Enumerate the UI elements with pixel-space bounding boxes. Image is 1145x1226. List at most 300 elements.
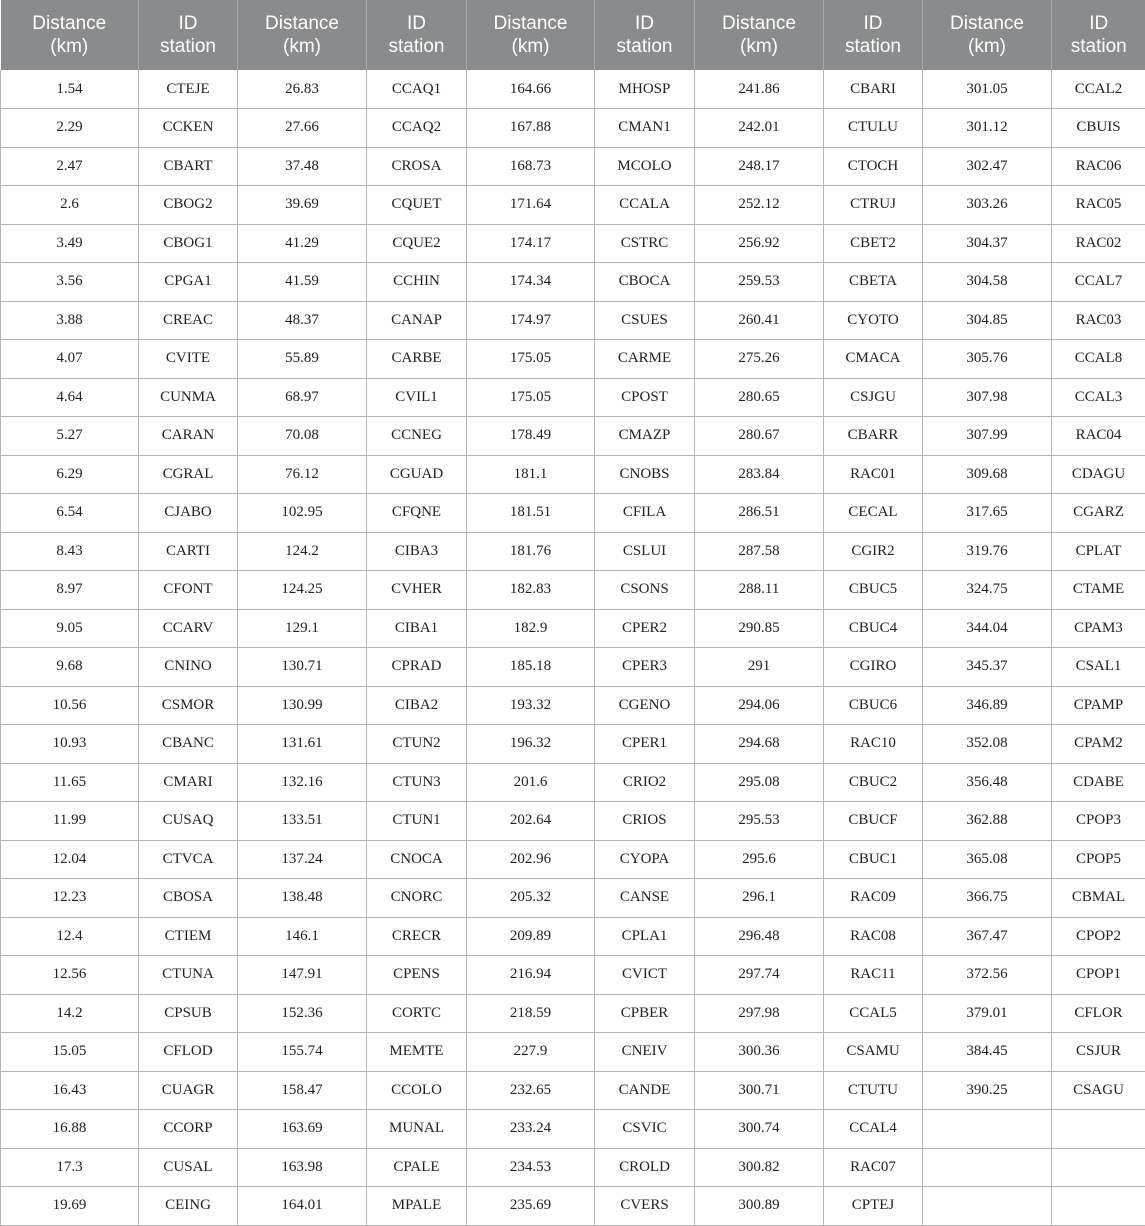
table-row bbox=[1, 494, 1145, 533]
station-id-cell: CREAC bbox=[139, 301, 238, 340]
distance-cell: 300.36 bbox=[695, 1033, 824, 1072]
distance-cell: 2.47 bbox=[1, 147, 139, 186]
station-id-cell: CNOBS bbox=[595, 455, 695, 494]
distance-cell: 168.73 bbox=[467, 147, 595, 186]
station-id-cell: RAC06 bbox=[1052, 147, 1145, 186]
distance-cell: 297.98 bbox=[695, 994, 824, 1033]
distance-cell: 290.85 bbox=[695, 609, 824, 648]
station-id-cell: CANDE bbox=[595, 1071, 695, 1110]
station-id-cell: CQUET bbox=[367, 186, 467, 225]
column-header-line2: station bbox=[1070, 36, 1127, 57]
station-id-cell: CANSE bbox=[595, 879, 695, 918]
distance-cell: 155.74 bbox=[238, 1033, 367, 1072]
station-id-cell: CDAGU bbox=[1052, 455, 1145, 494]
column-header-line1: Distance bbox=[722, 13, 796, 34]
distance-cell bbox=[923, 1187, 1052, 1226]
station-id-cell: CBOCA bbox=[595, 263, 695, 302]
column-header-id-station-2 bbox=[367, 0, 467, 70]
station-id-cell: CNEIV bbox=[595, 1033, 695, 1072]
distance-cell: 10.56 bbox=[1, 686, 139, 725]
table-row bbox=[1, 994, 1145, 1033]
distance-cell: 301.05 bbox=[923, 70, 1052, 109]
station-id-cell: CSAL1 bbox=[1052, 648, 1145, 687]
distance-cell: 367.47 bbox=[923, 917, 1052, 956]
distance-cell: 178.49 bbox=[467, 417, 595, 456]
station-id-cell: CCAQ2 bbox=[367, 109, 467, 148]
table-row bbox=[1, 840, 1145, 879]
station-id-cell: CBUC4 bbox=[824, 609, 923, 648]
station-id-cell: RAC01 bbox=[824, 455, 923, 494]
column-header-line1: Distance bbox=[32, 13, 107, 34]
distance-cell: 55.89 bbox=[238, 340, 367, 379]
station-id-cell: CBUC5 bbox=[824, 571, 923, 610]
station-id-cell: CSAGU bbox=[1052, 1071, 1145, 1110]
station-id-cell: CPAM3 bbox=[1052, 609, 1145, 648]
distance-cell: 295.08 bbox=[695, 763, 824, 802]
station-id-cell: MEMTE bbox=[367, 1033, 467, 1072]
distance-cell: 163.98 bbox=[238, 1148, 367, 1187]
distance-cell: 3.56 bbox=[1, 263, 139, 302]
station-id-cell: CYOTO bbox=[824, 301, 923, 340]
station-id-cell: CNINO bbox=[139, 648, 238, 687]
distance-cell: 193.32 bbox=[467, 686, 595, 725]
column-header-line1: ID bbox=[178, 13, 198, 34]
distance-cell: 296.48 bbox=[695, 917, 824, 956]
station-id-cell: CQUE2 bbox=[367, 224, 467, 263]
distance-cell: 286.51 bbox=[695, 494, 824, 533]
column-header-line2: (km) bbox=[511, 36, 550, 57]
column-header-id-station-4 bbox=[824, 0, 923, 70]
station-id-cell: CPLA1 bbox=[595, 917, 695, 956]
station-id-cell: CPLAT bbox=[1052, 532, 1145, 571]
station-id-cell: CSMOR bbox=[139, 686, 238, 725]
distance-cell: 129.1 bbox=[238, 609, 367, 648]
station-id-cell: CBUCF bbox=[824, 802, 923, 841]
distance-cell: 12.4 bbox=[1, 917, 139, 956]
distance-cell: 27.66 bbox=[238, 109, 367, 148]
station-id-cell: CBUC1 bbox=[824, 840, 923, 879]
column-header-line1: Distance bbox=[265, 13, 339, 34]
distance-cell: 3.49 bbox=[1, 224, 139, 263]
station-id-cell: CBARR bbox=[824, 417, 923, 456]
distance-cell: 12.23 bbox=[1, 879, 139, 918]
distance-cell: 41.29 bbox=[238, 224, 367, 263]
column-header-line2: station bbox=[845, 36, 901, 57]
table-row bbox=[1, 1148, 1145, 1187]
station-id-cell: CPAM2 bbox=[1052, 725, 1145, 764]
distance-cell: 68.97 bbox=[238, 378, 367, 417]
station-id-cell: CPAMP bbox=[1052, 686, 1145, 725]
station-id-cell: CCNEG bbox=[367, 417, 467, 456]
station-id-cell: CPSUB bbox=[139, 994, 238, 1033]
station-id-cell: CCOLO bbox=[367, 1071, 467, 1110]
distance-cell: 252.12 bbox=[695, 186, 824, 225]
distance-cell: 300.74 bbox=[695, 1110, 824, 1149]
station-id-cell: RAC09 bbox=[824, 879, 923, 918]
distance-cell: 124.25 bbox=[238, 571, 367, 610]
distance-cell: 234.53 bbox=[467, 1148, 595, 1187]
station-id-cell: CPER3 bbox=[595, 648, 695, 687]
distance-cell: 2.6 bbox=[1, 186, 139, 225]
station-id-cell: CSJGU bbox=[824, 378, 923, 417]
distance-cell: 167.88 bbox=[467, 109, 595, 148]
distance-cell: 235.69 bbox=[467, 1187, 595, 1226]
station-id-cell: CPALE bbox=[367, 1148, 467, 1187]
distance-cell: 11.65 bbox=[1, 763, 139, 802]
table-row bbox=[1, 802, 1145, 841]
station-id-cell: CCAL7 bbox=[1052, 263, 1145, 302]
station-id-cell: CPGA1 bbox=[139, 263, 238, 302]
distance-cell: 17.3 bbox=[1, 1148, 139, 1187]
distance-cell: 201.6 bbox=[467, 763, 595, 802]
distance-cell: 102.95 bbox=[238, 494, 367, 533]
column-header-distance-3 bbox=[467, 0, 595, 70]
distance-cell: 4.07 bbox=[1, 340, 139, 379]
distance-cell: 259.53 bbox=[695, 263, 824, 302]
column-header-line2: (km) bbox=[968, 36, 1006, 57]
station-id-cell bbox=[1052, 1187, 1145, 1226]
column-header-line1: ID bbox=[863, 13, 883, 34]
station-id-cell: CJABO bbox=[139, 494, 238, 533]
distance-cell: 3.88 bbox=[1, 301, 139, 340]
distance-cell: 147.91 bbox=[238, 956, 367, 995]
station-id-cell: CARME bbox=[595, 340, 695, 379]
station-id-cell: CGUAD bbox=[367, 455, 467, 494]
station-id-cell: CBUC2 bbox=[824, 763, 923, 802]
station-id-cell: CSONS bbox=[595, 571, 695, 610]
distance-cell: 301.12 bbox=[923, 109, 1052, 148]
station-id-cell: CTIEM bbox=[139, 917, 238, 956]
distance-cell: 5.27 bbox=[1, 417, 139, 456]
distance-cell: 9.05 bbox=[1, 609, 139, 648]
station-id-cell: CBETA bbox=[824, 263, 923, 302]
distance-cell: 37.48 bbox=[238, 147, 367, 186]
distance-cell: 2.29 bbox=[1, 109, 139, 148]
station-id-cell: CBMAL bbox=[1052, 879, 1145, 918]
station-id-cell: CGIRO bbox=[824, 648, 923, 687]
distance-cell: 76.12 bbox=[238, 455, 367, 494]
distance-cell: 304.58 bbox=[923, 263, 1052, 302]
distance-cell: 345.37 bbox=[923, 648, 1052, 687]
distance-cell: 280.65 bbox=[695, 378, 824, 417]
station-id-cell: CPOP1 bbox=[1052, 956, 1145, 995]
distance-cell: 390.25 bbox=[923, 1071, 1052, 1110]
distance-cell: 11.99 bbox=[1, 802, 139, 841]
station-id-cell: CRECR bbox=[367, 917, 467, 956]
distance-cell: 216.94 bbox=[467, 956, 595, 995]
station-id-cell: CIBA3 bbox=[367, 532, 467, 571]
distance-cell: 15.05 bbox=[1, 1033, 139, 1072]
distance-cell: 14.2 bbox=[1, 994, 139, 1033]
station-id-cell: CFLOR bbox=[1052, 994, 1145, 1033]
station-id-cell: CPENS bbox=[367, 956, 467, 995]
column-header-line1: Distance bbox=[493, 13, 568, 34]
column-header-line1: ID bbox=[1089, 13, 1109, 34]
distance-cell: 366.75 bbox=[923, 879, 1052, 918]
distance-cell: 232.65 bbox=[467, 1071, 595, 1110]
station-id-cell: CORTC bbox=[367, 994, 467, 1033]
station-id-cell: CTUNA bbox=[139, 956, 238, 995]
distance-cell: 8.97 bbox=[1, 571, 139, 610]
distance-cell: 304.85 bbox=[923, 301, 1052, 340]
station-id-cell: CCAL2 bbox=[1052, 70, 1145, 109]
column-header-line1: Distance bbox=[950, 13, 1024, 34]
distance-cell: 300.71 bbox=[695, 1071, 824, 1110]
column-header-distance-2 bbox=[238, 0, 367, 70]
station-id-cell: RAC08 bbox=[824, 917, 923, 956]
station-id-cell: CSLUI bbox=[595, 532, 695, 571]
station-id-cell: CTUN2 bbox=[367, 725, 467, 764]
distance-cell: 152.36 bbox=[238, 994, 367, 1033]
station-id-cell: CVITE bbox=[139, 340, 238, 379]
distance-cell: 8.43 bbox=[1, 532, 139, 571]
station-id-cell: CGARZ bbox=[1052, 494, 1145, 533]
table-row bbox=[1, 263, 1145, 302]
station-id-cell: CPER1 bbox=[595, 725, 695, 764]
station-id-cell: CMAZP bbox=[595, 417, 695, 456]
distance-cell: 291 bbox=[695, 648, 824, 687]
table-row bbox=[1, 1071, 1145, 1110]
column-header-line2: station bbox=[616, 36, 673, 57]
distance-cell: 295.6 bbox=[695, 840, 824, 879]
distance-cell: 196.32 bbox=[467, 725, 595, 764]
distance-cell: 164.66 bbox=[467, 70, 595, 109]
table-row bbox=[1, 109, 1145, 148]
station-id-cell: CARTI bbox=[139, 532, 238, 571]
distance-cell: 133.51 bbox=[238, 802, 367, 841]
distance-cell: 202.64 bbox=[467, 802, 595, 841]
distance-cell: 174.34 bbox=[467, 263, 595, 302]
table-row bbox=[1, 609, 1145, 648]
station-id-cell: CPOP5 bbox=[1052, 840, 1145, 879]
station-id-cell: CUSAQ bbox=[139, 802, 238, 841]
distance-cell: 146.1 bbox=[238, 917, 367, 956]
distance-cell: 171.64 bbox=[467, 186, 595, 225]
station-id-cell: CGRAL bbox=[139, 455, 238, 494]
table-row bbox=[1, 571, 1145, 610]
distance-cell: 181.76 bbox=[467, 532, 595, 571]
distance-cell: 182.9 bbox=[467, 609, 595, 648]
table-row bbox=[1, 725, 1145, 764]
column-header-distance-5 bbox=[923, 0, 1052, 70]
distance-cell: 10.93 bbox=[1, 725, 139, 764]
table-row bbox=[1, 301, 1145, 340]
distance-cell: 319.76 bbox=[923, 532, 1052, 571]
distance-cell: 181.51 bbox=[467, 494, 595, 533]
station-id-cell: RAC02 bbox=[1052, 224, 1145, 263]
distance-cell: 305.76 bbox=[923, 340, 1052, 379]
distance-cell: 130.99 bbox=[238, 686, 367, 725]
station-id-cell: MPALE bbox=[367, 1187, 467, 1226]
station-id-cell bbox=[1052, 1148, 1145, 1187]
distance-cell: 294.68 bbox=[695, 725, 824, 764]
station-id-cell: CTUN1 bbox=[367, 802, 467, 841]
distance-cell: 48.37 bbox=[238, 301, 367, 340]
station-id-cell: CDABE bbox=[1052, 763, 1145, 802]
station-id-cell: CROSA bbox=[367, 147, 467, 186]
distance-cell: 227.9 bbox=[467, 1033, 595, 1072]
distance-cell: 241.86 bbox=[695, 70, 824, 109]
station-id-cell: CFQNE bbox=[367, 494, 467, 533]
distance-cell: 297.74 bbox=[695, 956, 824, 995]
distance-cell: 6.54 bbox=[1, 494, 139, 533]
station-id-cell: CUAGR bbox=[139, 1071, 238, 1110]
station-id-cell: CMARI bbox=[139, 763, 238, 802]
column-header-line2: (km) bbox=[50, 36, 89, 57]
station-id-cell: CSJUR bbox=[1052, 1033, 1145, 1072]
distance-cell: 242.01 bbox=[695, 109, 824, 148]
station-id-cell: CGIR2 bbox=[824, 532, 923, 571]
table-row bbox=[1, 763, 1145, 802]
distance-cell: 295.53 bbox=[695, 802, 824, 841]
distance-cell: 209.89 bbox=[467, 917, 595, 956]
distance-cell: 124.2 bbox=[238, 532, 367, 571]
station-id-cell: RAC07 bbox=[824, 1148, 923, 1187]
station-id-cell: CCAQ1 bbox=[367, 70, 467, 109]
column-header-line1: ID bbox=[407, 13, 426, 34]
station-id-cell: CPER2 bbox=[595, 609, 695, 648]
station-id-cell: CECAL bbox=[824, 494, 923, 533]
distance-cell: 138.48 bbox=[238, 879, 367, 918]
distance-cell: 181.1 bbox=[467, 455, 595, 494]
column-header-id-station-3 bbox=[595, 0, 695, 70]
station-id-cell: CFILA bbox=[595, 494, 695, 533]
distance-cell: 280.67 bbox=[695, 417, 824, 456]
station-id-cell: CSVIC bbox=[595, 1110, 695, 1149]
table-row bbox=[1, 1033, 1145, 1072]
column-header-id-station-5 bbox=[1052, 0, 1145, 70]
station-id-cell: CCAL8 bbox=[1052, 340, 1145, 379]
station-id-cell: CPOP3 bbox=[1052, 802, 1145, 841]
table-row bbox=[1, 70, 1145, 109]
distance-cell: 309.68 bbox=[923, 455, 1052, 494]
distance-cell: 302.47 bbox=[923, 147, 1052, 186]
station-id-cell: CPOP2 bbox=[1052, 917, 1145, 956]
station-id-cell: CGENO bbox=[595, 686, 695, 725]
table-row bbox=[1, 378, 1145, 417]
station-id-cell: CRIO2 bbox=[595, 763, 695, 802]
distance-cell: 288.11 bbox=[695, 571, 824, 610]
column-header-line1: ID bbox=[635, 13, 654, 34]
distance-cell: 131.61 bbox=[238, 725, 367, 764]
distance-cell: 174.97 bbox=[467, 301, 595, 340]
station-id-cell: RAC05 bbox=[1052, 186, 1145, 225]
distance-cell: 164.01 bbox=[238, 1187, 367, 1226]
distance-cell: 256.92 bbox=[695, 224, 824, 263]
station-id-cell: CPTEJ bbox=[824, 1187, 923, 1226]
station-id-cell: MHOSP bbox=[595, 70, 695, 109]
station-id-cell: CFLOD bbox=[139, 1033, 238, 1072]
column-header-distance-1 bbox=[1, 0, 139, 70]
station-id-cell: CVHER bbox=[367, 571, 467, 610]
station-id-cell: CTRUJ bbox=[824, 186, 923, 225]
distance-cell: 233.24 bbox=[467, 1110, 595, 1149]
station-id-cell: CBANC bbox=[139, 725, 238, 764]
distance-cell: 19.69 bbox=[1, 1187, 139, 1226]
station-id-cell: CPOST bbox=[595, 378, 695, 417]
station-id-cell: CFONT bbox=[139, 571, 238, 610]
distance-cell: 132.16 bbox=[238, 763, 367, 802]
station-id-cell: CBUIS bbox=[1052, 109, 1145, 148]
table-row bbox=[1, 147, 1145, 186]
distance-cell: 372.56 bbox=[923, 956, 1052, 995]
column-header-line2: station bbox=[388, 36, 445, 57]
distance-cell: 39.69 bbox=[238, 186, 367, 225]
header-row bbox=[1, 0, 1145, 70]
station-id-cell: CUSAL bbox=[139, 1148, 238, 1187]
distance-cell: 175.05 bbox=[467, 378, 595, 417]
station-id-cell: RAC11 bbox=[824, 956, 923, 995]
station-id-cell: MCOLO bbox=[595, 147, 695, 186]
station-id-cell: CBOG2 bbox=[139, 186, 238, 225]
station-id-cell: CTUTU bbox=[824, 1071, 923, 1110]
station-id-cell: CBART bbox=[139, 147, 238, 186]
station-id-cell: CRIOS bbox=[595, 802, 695, 841]
station-id-cell: CCARV bbox=[139, 609, 238, 648]
station-id-cell: CYOPA bbox=[595, 840, 695, 879]
distance-cell: 275.26 bbox=[695, 340, 824, 379]
distance-cell bbox=[923, 1110, 1052, 1149]
column-header-id-station-1 bbox=[139, 0, 238, 70]
distance-cell: 248.17 bbox=[695, 147, 824, 186]
station-id-cell: CTULU bbox=[824, 109, 923, 148]
station-id-cell: CSUES bbox=[595, 301, 695, 340]
station-id-cell: CIBA2 bbox=[367, 686, 467, 725]
distance-cell: 12.04 bbox=[1, 840, 139, 879]
distance-cell: 202.96 bbox=[467, 840, 595, 879]
station-id-cell: CBARI bbox=[824, 70, 923, 109]
distance-cell: 344.04 bbox=[923, 609, 1052, 648]
station-id-cell: CTUN3 bbox=[367, 763, 467, 802]
distance-cell: 296.1 bbox=[695, 879, 824, 918]
table-body bbox=[1, 70, 1145, 1225]
station-id-cell: CCHIN bbox=[367, 263, 467, 302]
distance-cell: 41.59 bbox=[238, 263, 367, 302]
distance-cell: 163.69 bbox=[238, 1110, 367, 1149]
distance-cell: 205.32 bbox=[467, 879, 595, 918]
distance-cell: 384.45 bbox=[923, 1033, 1052, 1072]
station-id-cell: CBET2 bbox=[824, 224, 923, 263]
distance-cell: 4.64 bbox=[1, 378, 139, 417]
station-id-cell: CNORC bbox=[367, 879, 467, 918]
station-id-cell: CNOCA bbox=[367, 840, 467, 879]
distance-cell: 324.75 bbox=[923, 571, 1052, 610]
station-id-cell: CEING bbox=[139, 1187, 238, 1226]
station-id-cell: RAC04 bbox=[1052, 417, 1145, 456]
distance-cell: 346.89 bbox=[923, 686, 1052, 725]
table-row bbox=[1, 224, 1145, 263]
table-row bbox=[1, 532, 1145, 571]
station-id-cell: CTVCA bbox=[139, 840, 238, 879]
station-id-cell: CCAL4 bbox=[824, 1110, 923, 1149]
distance-cell: 16.43 bbox=[1, 1071, 139, 1110]
distance-cell: 182.83 bbox=[467, 571, 595, 610]
table-row bbox=[1, 340, 1145, 379]
distance-cell: 352.08 bbox=[923, 725, 1052, 764]
distance-cell: 174.17 bbox=[467, 224, 595, 263]
station-id-cell: CARBE bbox=[367, 340, 467, 379]
distance-cell: 300.89 bbox=[695, 1187, 824, 1226]
table-row bbox=[1, 186, 1145, 225]
station-id-cell: CMAN1 bbox=[595, 109, 695, 148]
distance-cell: 158.47 bbox=[238, 1071, 367, 1110]
distance-cell: 70.08 bbox=[238, 417, 367, 456]
table-row bbox=[1, 956, 1145, 995]
station-id-cell: CVIL1 bbox=[367, 378, 467, 417]
table-header bbox=[1, 0, 1145, 70]
distance-cell: 175.05 bbox=[467, 340, 595, 379]
distance-cell: 307.99 bbox=[923, 417, 1052, 456]
